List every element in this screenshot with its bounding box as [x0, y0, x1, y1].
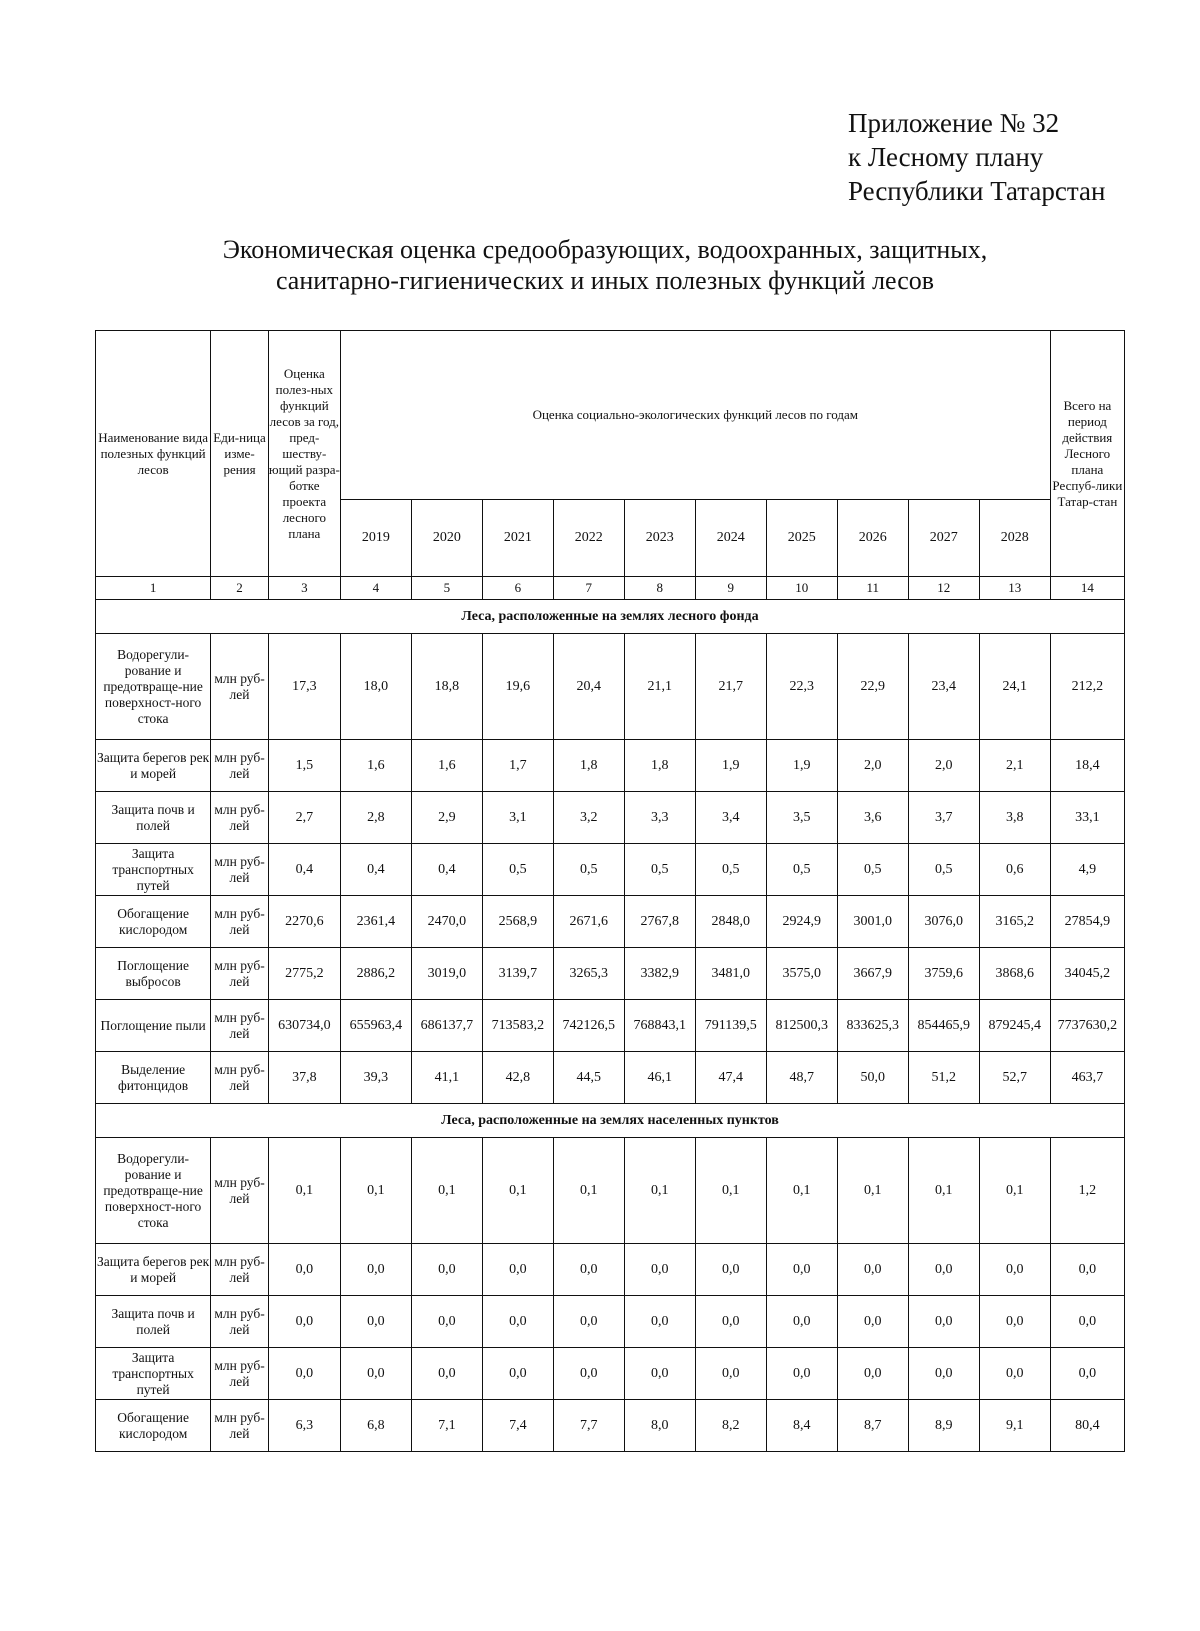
- value-cell: 48,7: [766, 1052, 837, 1104]
- value-cell: 2767,8: [624, 896, 695, 948]
- unit-cell: млн руб-лей: [211, 792, 269, 844]
- table-row: [96, 1244, 1125, 1296]
- total-cell: 0,0: [1050, 1244, 1124, 1296]
- value-cell: 3,5: [766, 792, 837, 844]
- value-cell: 8,0: [624, 1400, 695, 1452]
- value-cell: 39,3: [340, 1052, 411, 1104]
- value-cell: 0,1: [268, 1138, 340, 1244]
- value-cell: 0,0: [837, 1296, 908, 1348]
- value-cell: 630734,0: [268, 1000, 340, 1052]
- column-number: 2: [211, 577, 269, 600]
- total-cell: 33,1: [1050, 792, 1124, 844]
- value-cell: 7,4: [482, 1400, 553, 1452]
- value-cell: 1,9: [766, 740, 837, 792]
- total-cell: 7737630,2: [1050, 1000, 1124, 1052]
- value-cell: 8,2: [695, 1400, 766, 1452]
- total-cell: 18,4: [1050, 740, 1124, 792]
- value-cell: 21,7: [695, 634, 766, 740]
- value-cell: 655963,4: [340, 1000, 411, 1052]
- section-row: [96, 600, 1125, 634]
- value-cell: 23,4: [908, 634, 979, 740]
- function-name: Защита берегов рек и морей: [96, 1244, 211, 1296]
- table-row: [96, 1000, 1125, 1052]
- value-cell: 768843,1: [624, 1000, 695, 1052]
- value-cell: 1,7: [482, 740, 553, 792]
- section-row: [96, 1104, 1125, 1138]
- value-cell: 18,8: [411, 634, 482, 740]
- value-cell: 0,0: [979, 1348, 1050, 1400]
- value-cell: 18,0: [340, 634, 411, 740]
- value-cell: 0,0: [695, 1244, 766, 1296]
- header-unit: Еди-ница изме-рения: [211, 331, 269, 577]
- value-cell: 2,9: [411, 792, 482, 844]
- header-name: Наименование вида полезных функций лесов: [96, 331, 211, 577]
- unit-cell: млн руб-лей: [211, 896, 269, 948]
- value-cell: 0,0: [340, 1348, 411, 1400]
- total-cell: 80,4: [1050, 1400, 1124, 1452]
- value-cell: 742126,5: [553, 1000, 624, 1052]
- value-cell: 0,0: [268, 1296, 340, 1348]
- value-cell: 0,0: [979, 1244, 1050, 1296]
- value-cell: 8,7: [837, 1400, 908, 1452]
- value-cell: 2,8: [340, 792, 411, 844]
- value-cell: 3165,2: [979, 896, 1050, 948]
- value-cell: 0,0: [340, 1244, 411, 1296]
- value-cell: 0,0: [908, 1348, 979, 1400]
- value-cell: 1,6: [340, 740, 411, 792]
- value-cell: 0,5: [837, 844, 908, 896]
- total-cell: 1,2: [1050, 1138, 1124, 1244]
- function-name: Защита транспортных путей: [96, 1348, 211, 1400]
- function-name: Обогащение кислородом: [96, 1400, 211, 1452]
- value-cell: 0,5: [553, 844, 624, 896]
- column-number: 8: [624, 577, 695, 600]
- function-name: Выделение фитонцидов: [96, 1052, 211, 1104]
- value-cell: 0,5: [624, 844, 695, 896]
- value-cell: 0,1: [340, 1138, 411, 1244]
- column-number: 13: [979, 577, 1050, 600]
- total-cell: 463,7: [1050, 1052, 1124, 1104]
- total-cell: 27854,9: [1050, 896, 1124, 948]
- value-cell: 0,1: [979, 1138, 1050, 1244]
- table-body: [96, 331, 1125, 1452]
- function-name: Защита почв и полей: [96, 792, 211, 844]
- value-cell: 0,4: [268, 844, 340, 896]
- document-title-line-1: Экономическая оценка средообразующих, водоохранных, защитных,: [222, 235, 988, 264]
- column-number: 7: [553, 577, 624, 600]
- value-cell: 51,2: [908, 1052, 979, 1104]
- total-cell: 4,9: [1050, 844, 1124, 896]
- value-cell: 0,0: [624, 1244, 695, 1296]
- value-cell: 0,6: [979, 844, 1050, 896]
- total-cell: 34045,2: [1050, 948, 1124, 1000]
- value-cell: 0,1: [766, 1138, 837, 1244]
- value-cell: 2568,9: [482, 896, 553, 948]
- value-cell: 0,0: [695, 1348, 766, 1400]
- function-name: Водорегули-рование и предотвраще-ние поверхност-ного стока: [96, 1138, 211, 1244]
- header-row-main: [96, 331, 1125, 500]
- value-cell: 0,0: [908, 1296, 979, 1348]
- value-cell: 854465,9: [908, 1000, 979, 1052]
- function-name: Защита почв и полей: [96, 1296, 211, 1348]
- value-cell: 0,0: [411, 1348, 482, 1400]
- value-cell: 0,0: [695, 1296, 766, 1348]
- value-cell: 0,0: [553, 1244, 624, 1296]
- appendix-plan: к Лесному плану: [848, 142, 1044, 172]
- value-cell: 52,7: [979, 1052, 1050, 1104]
- value-cell: 0,0: [553, 1296, 624, 1348]
- value-cell: 0,1: [553, 1138, 624, 1244]
- header-year-2028: 2028: [979, 500, 1050, 577]
- value-cell: 1,5: [268, 740, 340, 792]
- value-cell: 0,1: [837, 1138, 908, 1244]
- value-cell: 0,0: [411, 1296, 482, 1348]
- value-cell: 3076,0: [908, 896, 979, 948]
- value-cell: 1,8: [553, 740, 624, 792]
- value-cell: 2775,2: [268, 948, 340, 1000]
- column-number: 11: [837, 577, 908, 600]
- header-year-2021: 2021: [482, 500, 553, 577]
- document-title-line-2: санитарно-гигиенических и иных полезных функций лесов: [275, 266, 935, 295]
- function-name: Защита берегов рек и морей: [96, 740, 211, 792]
- value-cell: 3001,0: [837, 896, 908, 948]
- value-cell: 0,0: [837, 1244, 908, 1296]
- total-cell: 0,0: [1050, 1348, 1124, 1400]
- function-name: Обогащение кислородом: [96, 896, 211, 948]
- unit-cell: млн руб-лей: [211, 1400, 269, 1452]
- column-number: 1: [96, 577, 211, 600]
- value-cell: 22,9: [837, 634, 908, 740]
- header-year-2025: 2025: [766, 500, 837, 577]
- value-cell: 3,1: [482, 792, 553, 844]
- unit-cell: млн руб-лей: [211, 1000, 269, 1052]
- value-cell: 0,0: [908, 1244, 979, 1296]
- value-cell: 0,1: [482, 1138, 553, 1244]
- header-year-2024: 2024: [695, 500, 766, 577]
- value-cell: 0,0: [624, 1296, 695, 1348]
- value-cell: 1,6: [411, 740, 482, 792]
- value-cell: 0,0: [268, 1348, 340, 1400]
- value-cell: 2470,0: [411, 896, 482, 948]
- value-cell: 0,0: [553, 1348, 624, 1400]
- value-cell: 0,1: [624, 1138, 695, 1244]
- value-cell: 19,6: [482, 634, 553, 740]
- value-cell: 2848,0: [695, 896, 766, 948]
- value-cell: 21,1: [624, 634, 695, 740]
- value-cell: 0,0: [624, 1348, 695, 1400]
- value-cell: 0,0: [837, 1348, 908, 1400]
- unit-cell: млн руб-лей: [211, 948, 269, 1000]
- header-total: Всего на период действия Лесного плана Респуб-лики Татар-стан: [1050, 331, 1124, 577]
- value-cell: 46,1: [624, 1052, 695, 1104]
- value-cell: 0,0: [766, 1348, 837, 1400]
- value-cell: 50,0: [837, 1052, 908, 1104]
- value-cell: 3759,6: [908, 948, 979, 1000]
- table-row: [96, 896, 1125, 948]
- value-cell: 2924,9: [766, 896, 837, 948]
- value-cell: 17,3: [268, 634, 340, 740]
- total-cell: 212,2: [1050, 634, 1124, 740]
- value-cell: 9,1: [979, 1400, 1050, 1452]
- value-cell: 8,4: [766, 1400, 837, 1452]
- value-cell: 3,7: [908, 792, 979, 844]
- value-cell: 0,0: [268, 1244, 340, 1296]
- value-cell: 3481,0: [695, 948, 766, 1000]
- header-by-years: Оценка социально-экологических функций лесов по годам: [340, 331, 1050, 500]
- value-cell: 686137,7: [411, 1000, 482, 1052]
- column-number: 4: [340, 577, 411, 600]
- table-row: [96, 1400, 1125, 1452]
- value-cell: 0,0: [766, 1244, 837, 1296]
- value-cell: 791139,5: [695, 1000, 766, 1052]
- value-cell: 3265,3: [553, 948, 624, 1000]
- value-cell: 6,8: [340, 1400, 411, 1452]
- value-cell: 2,0: [908, 740, 979, 792]
- forest-functions-table: [95, 330, 1125, 1452]
- value-cell: 8,9: [908, 1400, 979, 1452]
- value-cell: 0,0: [482, 1296, 553, 1348]
- header-year-2026: 2026: [837, 500, 908, 577]
- section-title: Леса, расположенные на землях населенных пунктов: [96, 1104, 1125, 1138]
- unit-cell: млн руб-лей: [211, 1244, 269, 1296]
- function-name: Защита транспортных путей: [96, 844, 211, 896]
- value-cell: 3382,9: [624, 948, 695, 1000]
- value-cell: 0,1: [695, 1138, 766, 1244]
- table-row: [96, 1296, 1125, 1348]
- header-year-2022: 2022: [553, 500, 624, 577]
- value-cell: 3575,0: [766, 948, 837, 1000]
- column-number: 3: [268, 577, 340, 600]
- value-cell: 20,4: [553, 634, 624, 740]
- value-cell: 37,8: [268, 1052, 340, 1104]
- unit-cell: млн руб-лей: [211, 844, 269, 896]
- value-cell: 3019,0: [411, 948, 482, 1000]
- value-cell: 22,3: [766, 634, 837, 740]
- value-cell: 2671,6: [553, 896, 624, 948]
- value-cell: 0,1: [411, 1138, 482, 1244]
- column-number: 5: [411, 577, 482, 600]
- value-cell: 0,5: [766, 844, 837, 896]
- value-cell: 3,8: [979, 792, 1050, 844]
- value-cell: 1,8: [624, 740, 695, 792]
- column-number: 10: [766, 577, 837, 600]
- value-cell: 3,2: [553, 792, 624, 844]
- table-row: [96, 634, 1125, 740]
- column-number-row: [96, 577, 1125, 600]
- value-cell: 3667,9: [837, 948, 908, 1000]
- value-cell: 3,4: [695, 792, 766, 844]
- unit-cell: млн руб-лей: [211, 1348, 269, 1400]
- table-row: [96, 1138, 1125, 1244]
- value-cell: 2361,4: [340, 896, 411, 948]
- table-row: [96, 1052, 1125, 1104]
- value-cell: 0,0: [411, 1244, 482, 1296]
- value-cell: 7,1: [411, 1400, 482, 1452]
- unit-cell: млн руб-лей: [211, 1052, 269, 1104]
- total-cell: 0,0: [1050, 1296, 1124, 1348]
- table-row: [96, 948, 1125, 1000]
- value-cell: 3,6: [837, 792, 908, 844]
- appendix-republic: Республики Татарстан: [848, 176, 1106, 206]
- value-cell: 47,4: [695, 1052, 766, 1104]
- table-row: [96, 1348, 1125, 1400]
- value-cell: 0,0: [482, 1348, 553, 1400]
- section-title: Леса, расположенные на землях лесного фонда: [96, 600, 1125, 634]
- value-cell: 2,7: [268, 792, 340, 844]
- column-number: 9: [695, 577, 766, 600]
- value-cell: 24,1: [979, 634, 1050, 740]
- value-cell: 2,0: [837, 740, 908, 792]
- unit-cell: млн руб-лей: [211, 1138, 269, 1244]
- table-row: [96, 792, 1125, 844]
- value-cell: 3868,6: [979, 948, 1050, 1000]
- header-previous-year: Оценка полез-ных функций лесов за год, пред-шеству-ющий разра-ботке проекта лесного плана: [268, 331, 340, 577]
- value-cell: 0,1: [908, 1138, 979, 1244]
- value-cell: 0,5: [908, 844, 979, 896]
- appendix-number: Приложение № 32: [848, 108, 1060, 138]
- value-cell: 42,8: [482, 1052, 553, 1104]
- value-cell: 0,0: [766, 1296, 837, 1348]
- value-cell: 2270,6: [268, 896, 340, 948]
- header-year-2027: 2027: [908, 500, 979, 577]
- header-year-2023: 2023: [624, 500, 695, 577]
- value-cell: 1,9: [695, 740, 766, 792]
- value-cell: 0,0: [340, 1296, 411, 1348]
- header-year-2019: 2019: [340, 500, 411, 577]
- document-title: [90, 234, 1120, 296]
- value-cell: 0,5: [695, 844, 766, 896]
- appendix-reference: [848, 106, 1105, 208]
- table-row: [96, 844, 1125, 896]
- value-cell: 3139,7: [482, 948, 553, 1000]
- table-row: [96, 740, 1125, 792]
- unit-cell: млн руб-лей: [211, 634, 269, 740]
- value-cell: 812500,3: [766, 1000, 837, 1052]
- value-cell: 2,1: [979, 740, 1050, 792]
- value-cell: 0,4: [411, 844, 482, 896]
- column-number: 6: [482, 577, 553, 600]
- column-number: 14: [1050, 577, 1124, 600]
- value-cell: 0,0: [979, 1296, 1050, 1348]
- value-cell: 833625,3: [837, 1000, 908, 1052]
- function-name: Поглощение пыли: [96, 1000, 211, 1052]
- header-year-2020: 2020: [411, 500, 482, 577]
- value-cell: 713583,2: [482, 1000, 553, 1052]
- value-cell: 6,3: [268, 1400, 340, 1452]
- column-number: 12: [908, 577, 979, 600]
- unit-cell: млн руб-лей: [211, 1296, 269, 1348]
- value-cell: 7,7: [553, 1400, 624, 1452]
- value-cell: 41,1: [411, 1052, 482, 1104]
- value-cell: 0,0: [482, 1244, 553, 1296]
- value-cell: 0,4: [340, 844, 411, 896]
- value-cell: 3,3: [624, 792, 695, 844]
- function-name: Поглощение выбросов: [96, 948, 211, 1000]
- unit-cell: млн руб-лей: [211, 740, 269, 792]
- value-cell: 0,5: [482, 844, 553, 896]
- value-cell: 879245,4: [979, 1000, 1050, 1052]
- function-name: Водорегули-рование и предотвраще-ние поверхност-ного стока: [96, 634, 211, 740]
- value-cell: 2886,2: [340, 948, 411, 1000]
- value-cell: 44,5: [553, 1052, 624, 1104]
